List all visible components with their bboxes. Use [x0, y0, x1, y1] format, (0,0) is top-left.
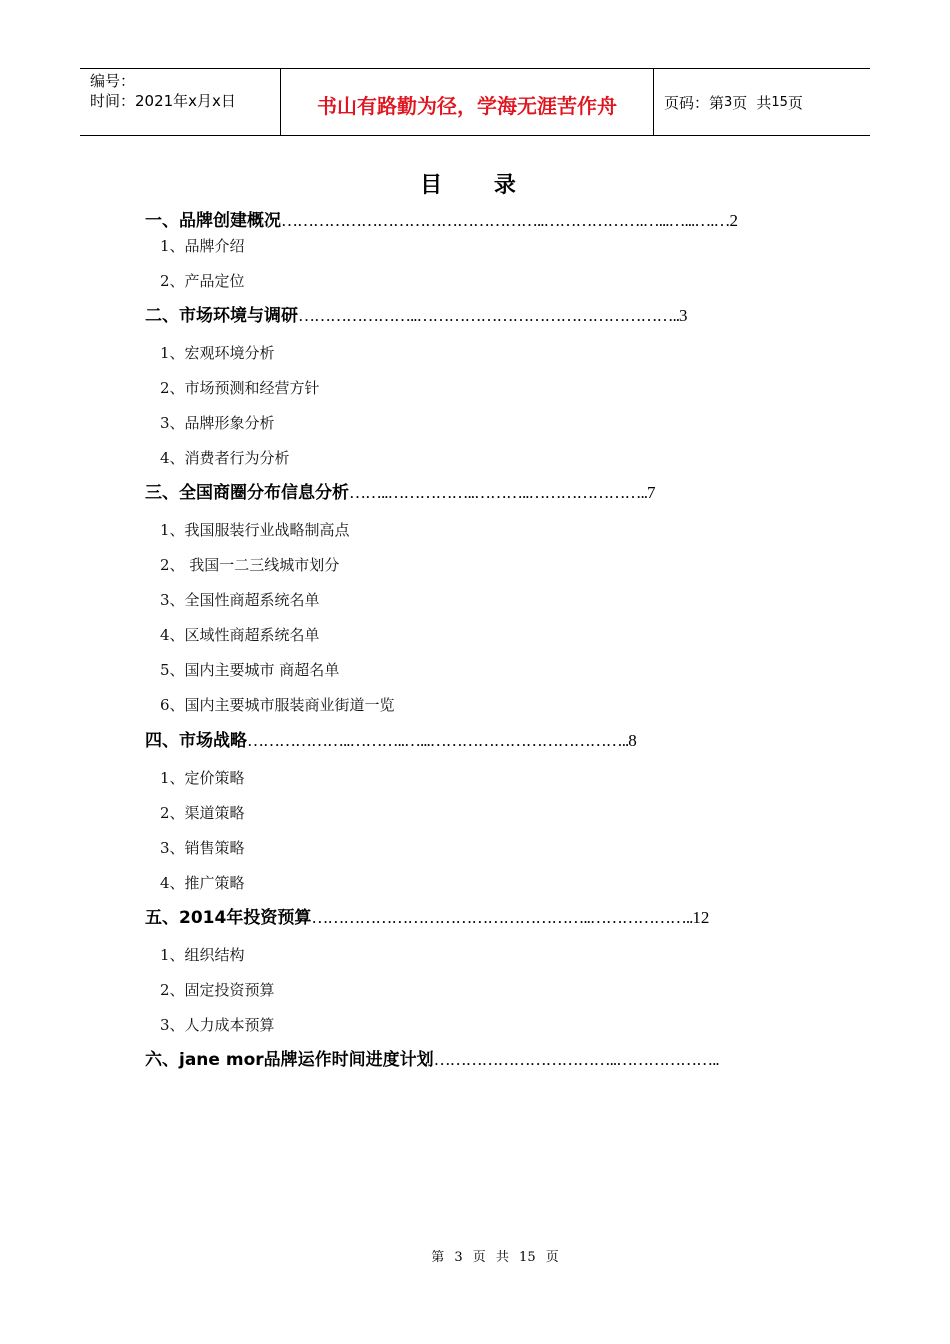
- page-total: 15: [771, 94, 788, 110]
- toc-section-title: 二、市场环境与调研: [145, 306, 298, 326]
- toc-item[interactable]: 1、组织结构: [160, 946, 245, 964]
- header-page-info: [654, 69, 870, 135]
- page-total-prefix: 共: [756, 93, 772, 112]
- toc-item[interactable]: 2、产品定位: [160, 272, 245, 290]
- toc-leader: …………………………………………: [281, 211, 537, 230]
- toc-leader: …………..………………..: [519, 908, 693, 927]
- toc-leader: …..…………………………………………..: [394, 306, 679, 325]
- toc-leader: ..……………….…...…...….…: [537, 211, 730, 230]
- toc-section[interactable]: [145, 306, 688, 326]
- toc-item[interactable]: 1、我国服装行业战略制高点: [160, 521, 350, 539]
- toc-section-title: 五、2014年投资预算: [145, 908, 312, 928]
- toc-page-number: 7: [647, 483, 656, 502]
- toc-section[interactable]: [145, 1050, 719, 1070]
- toc-page-number: 12: [692, 908, 710, 927]
- toc-item[interactable]: 1、宏观环境分析: [160, 344, 275, 362]
- toc-page-number: 2: [729, 211, 738, 230]
- toc-title: 目 录: [420, 173, 538, 198]
- toc-item[interactable]: 1、品牌介绍: [160, 237, 245, 255]
- toc-leader: …: [349, 483, 365, 502]
- toc-item[interactable]: 2、渠道策略: [160, 804, 245, 822]
- toc-leader: …..……………..………..…………………..: [365, 483, 647, 502]
- document-date: 时间：2021年x月x日: [90, 92, 236, 110]
- document-number-label: 编号：: [90, 72, 136, 90]
- toc-page-number: 8: [628, 731, 637, 750]
- toc-section-title: 四、市场战略: [145, 731, 247, 751]
- toc-item[interactable]: 3、全国性商超系统名单: [160, 591, 320, 609]
- toc-item[interactable]: 4、消费者行为分析: [160, 449, 290, 467]
- header-motto: 书山有路勤为径，学海无涯苦作舟: [281, 69, 654, 135]
- toc-item[interactable]: 2、 我国一二三线城市划分: [160, 556, 340, 574]
- toc-section-title: 六、jane mor品牌运作时间进度计划: [145, 1050, 434, 1070]
- toc-item[interactable]: 1、定价策略: [160, 769, 245, 787]
- toc-leader: …………………………………: [311, 908, 520, 927]
- toc-leader: …………………: [433, 1050, 546, 1069]
- toc-leader: ………………: [247, 731, 343, 750]
- toc-page-number: 3: [679, 306, 688, 325]
- toc-item[interactable]: 3、人力成本预算: [160, 1016, 275, 1034]
- toc-item[interactable]: 3、品牌形象分析: [160, 414, 275, 432]
- toc-item[interactable]: 2、市场预测和经营方针: [160, 379, 320, 397]
- toc-item[interactable]: 4、推广策略: [160, 874, 245, 892]
- toc-leader: ..………..…...………………………………..: [343, 731, 629, 750]
- page-header: [80, 68, 870, 136]
- toc-item[interactable]: 3、销售策略: [160, 839, 245, 857]
- header-meta: [80, 69, 281, 135]
- toc-item[interactable]: 2、固定投资预算: [160, 981, 275, 999]
- toc-section-title: 一、品牌创建概况: [145, 211, 281, 231]
- toc-section[interactable]: [145, 908, 709, 928]
- toc-leader: …………..………………..: [545, 1050, 719, 1069]
- toc-item[interactable]: 6、国内主要城市服装商业街道一览: [160, 696, 395, 714]
- toc-item[interactable]: 4、区域性商超系统名单: [160, 626, 320, 644]
- toc-section-title: 三、全国商圈分布信息分析: [145, 483, 349, 503]
- page-label-prefix: 页码：第: [664, 93, 725, 112]
- page-current: 3: [724, 94, 733, 110]
- toc-section[interactable]: [145, 211, 738, 231]
- page-label-mid: 页: [732, 93, 748, 112]
- toc-item[interactable]: 5、国内主要城市 商超名单: [160, 661, 340, 679]
- page-label-suffix: 页: [787, 93, 803, 112]
- toc-section[interactable]: [145, 483, 656, 503]
- page-footer: 第 3 页 共 15 页: [431, 1250, 559, 1265]
- toc-section[interactable]: [145, 731, 637, 751]
- toc-leader: ………………: [298, 306, 394, 325]
